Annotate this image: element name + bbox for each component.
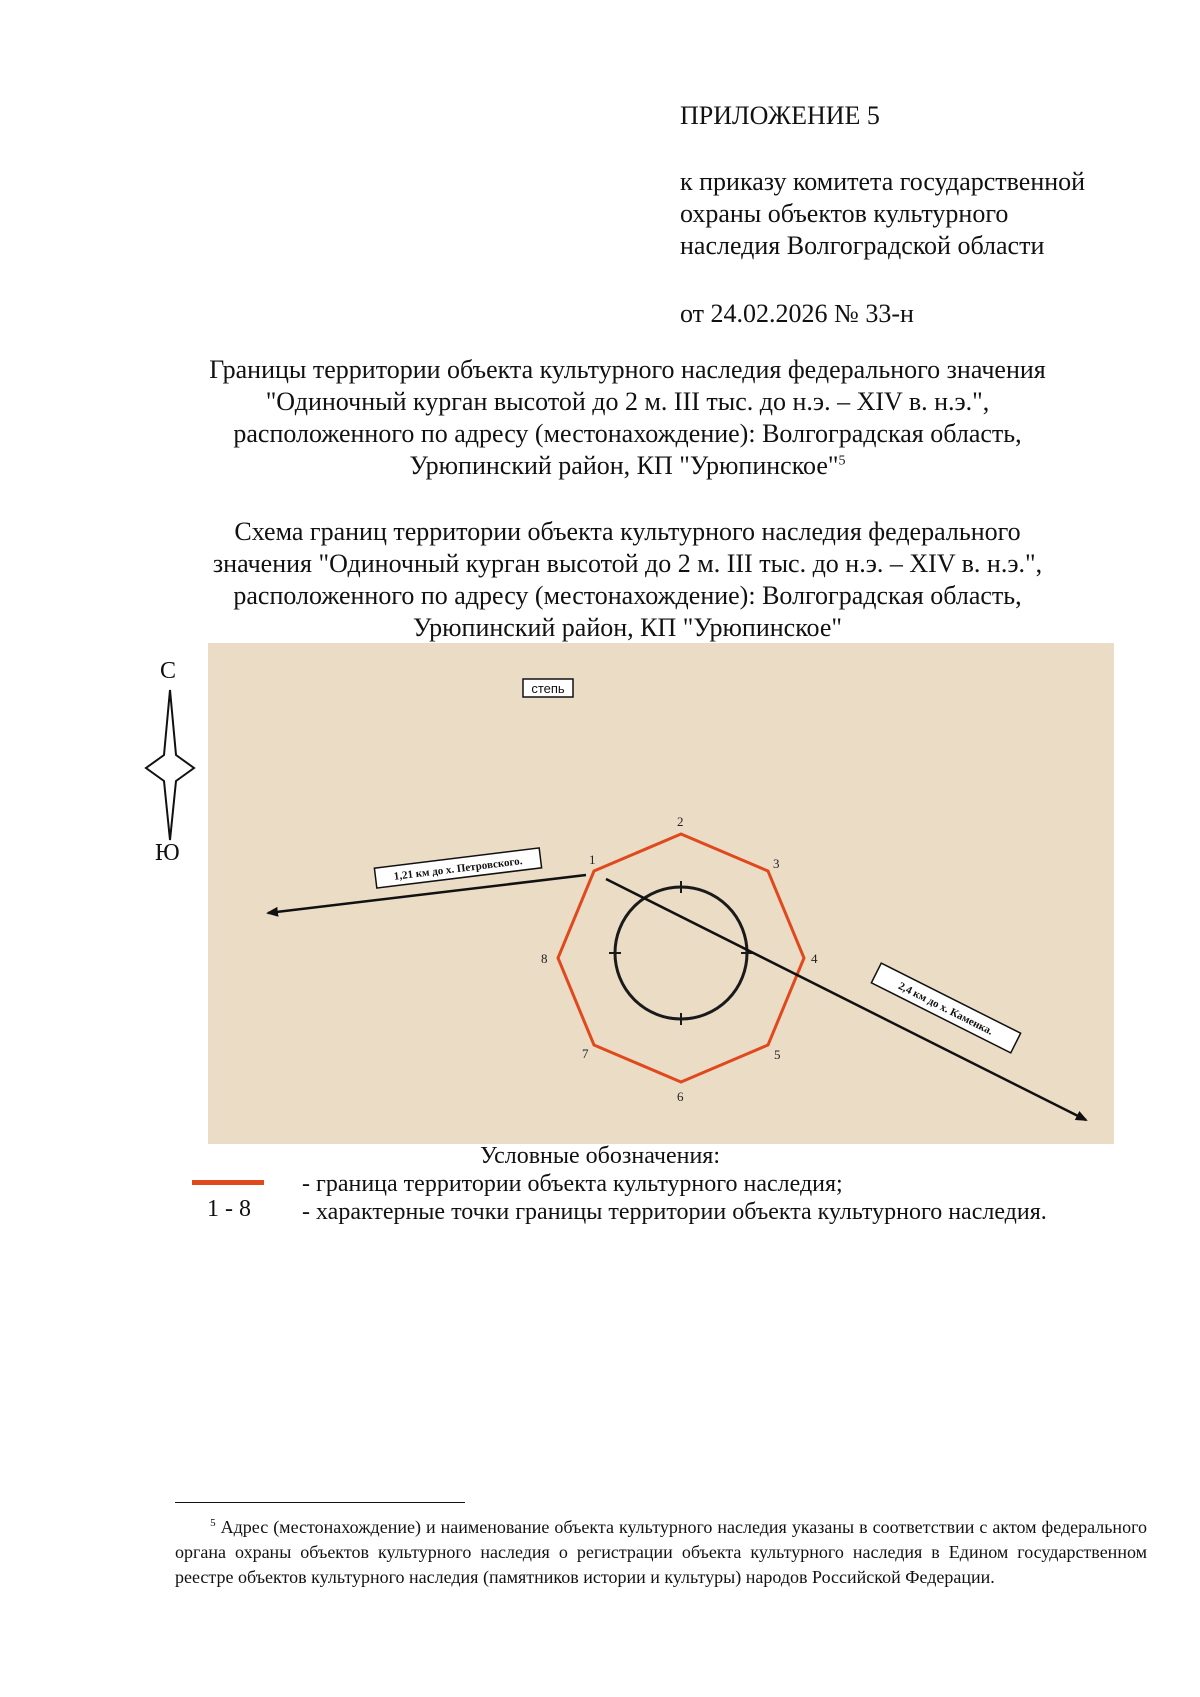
scheme-heading: [150, 516, 1105, 644]
arrow-west-tag: [374, 848, 541, 888]
point-label-1: 1: [589, 852, 596, 867]
mound-circle: [615, 887, 747, 1019]
point-label-2: 2: [677, 814, 684, 829]
compass-south-label: Ю: [155, 840, 180, 866]
heading-line: Границы территории объекта культурного наследия федерального значения: [209, 355, 1046, 384]
order-reference: [680, 166, 1150, 262]
compass-north-label: С: [160, 658, 177, 684]
heading-line: "Одиночный курган высотой до 2 м. III тыс. до н.э. – XIV в. н.э.",: [265, 387, 990, 416]
point-label-4: 4: [811, 951, 818, 966]
map-canvas: [208, 643, 1114, 1144]
footnote: [175, 1515, 1147, 1590]
footnote-divider: [175, 1502, 465, 1503]
footnote-text: Адрес (местонахождение) и наименование объекта культурного наследия указаны в соответствии с актом федерального органа охраны объектов культурного наследия о регистрации объекта культурного наследия в Едином государственном реестре объектов культурного наследия (памятников истории и культуры) народов Российской Федерации.: [175, 1517, 1148, 1587]
arrow-east: [606, 879, 1086, 1120]
point-label-6: 6: [677, 1089, 684, 1104]
heading-line: расположенного по адресу (местонахождение): Волгоградская область,: [233, 419, 1022, 448]
boundary-polygon: [558, 834, 804, 1082]
arrow-west-label: 1,21 км до х. Петровского.: [393, 855, 524, 883]
legend-points-symbol: 1 - 8: [207, 1196, 251, 1222]
heading-line: Урюпинский район, КП "Урюпинское": [409, 451, 839, 480]
arrow-east-label: 2,4 км до х. Каменка.: [896, 980, 995, 1038]
point-label-3: 3: [773, 856, 780, 871]
point-label-5: 5: [774, 1047, 781, 1062]
appendix-title: ПРИЛОЖЕНИЕ 5: [680, 101, 880, 130]
order-ref-line: к приказу комитета государственной: [680, 167, 1086, 196]
order-ref-line: наследия Волгоградской области: [680, 231, 1045, 260]
step-label: степь: [531, 681, 565, 696]
legend-points-text: - характерные точки границы территории объекта культурного наследия.: [302, 1199, 1047, 1225]
boundaries-heading: [150, 354, 1105, 482]
point-label-8: 8: [541, 951, 548, 966]
point-label-7: 7: [582, 1046, 589, 1061]
legend-boundary-text: - граница территории объекта культурного наследия;: [302, 1171, 843, 1197]
boundary-map: [208, 643, 1114, 1144]
footnote-mark: 5: [210, 1517, 216, 1529]
heading-line: расположенного по адресу (местонахождение): Волгоградская область,: [233, 581, 1022, 610]
legend-boundary-swatch: [192, 1180, 264, 1185]
order-ref-line: охраны объектов культурного: [680, 199, 1009, 228]
arrow-east-tag: [871, 963, 1020, 1053]
heading-line: Урюпинский район, КП "Урюпинское": [413, 613, 842, 642]
footnote-reference[interactable]: 5: [838, 453, 846, 469]
heading-line: значения "Одиночный курган высотой до 2 м. III тыс. до н.э. – XIV в. н.э.",: [212, 549, 1043, 578]
heading-line: Схема границ территории объекта культурного наследия федерального: [234, 517, 1021, 546]
compass-icon: [140, 660, 200, 870]
legend-title: Условные обозначения:: [479, 1143, 721, 1169]
order-date: от 24.02.2026 № 33-н: [680, 299, 914, 328]
heading-line-with-footnote: [150, 450, 1105, 482]
